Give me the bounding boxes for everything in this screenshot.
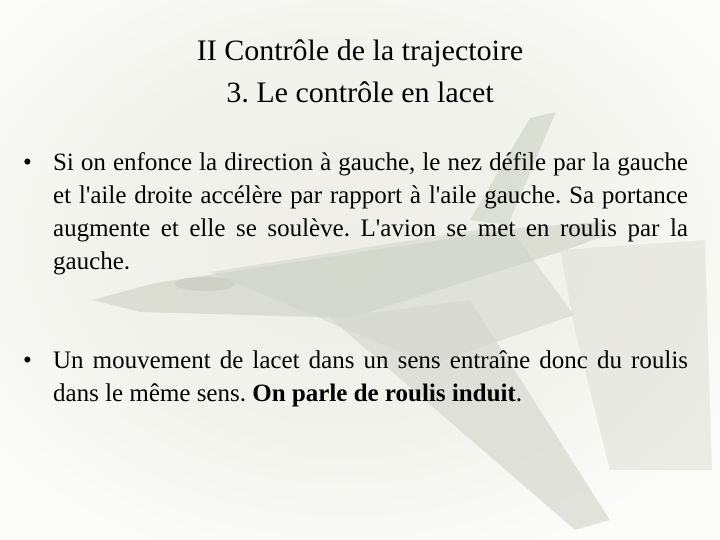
slide-title bbox=[0, 30, 720, 114]
bullet-text-2-tail: . bbox=[515, 380, 523, 407]
bullet-item-2 bbox=[22, 344, 688, 410]
bullet-list bbox=[22, 146, 688, 410]
bullet-item-1 bbox=[22, 146, 688, 278]
title-line-2: 3. Le contrôle en lacet bbox=[226, 76, 494, 109]
bullet-text-1: Si on enfonce la direction à gauche, le nez défile par la gauche et l'aile droite accélère par rapport à l'aile gauche. Sa portance augmente et elle se soulève. L'avion se met en roulis par la gauche. bbox=[53, 149, 688, 275]
bullet-marker-icon: • bbox=[23, 149, 32, 176]
bullet-marker-icon: • bbox=[23, 347, 32, 374]
title-line-1: II Contrôle de la trajectoire bbox=[196, 34, 524, 67]
bullet-text-2: Un mouvement de lacet dans un sens entraîne donc du roulis dans le même sens. bbox=[53, 347, 688, 407]
bullet-text-2-bold: On parle de roulis induit bbox=[252, 380, 516, 407]
